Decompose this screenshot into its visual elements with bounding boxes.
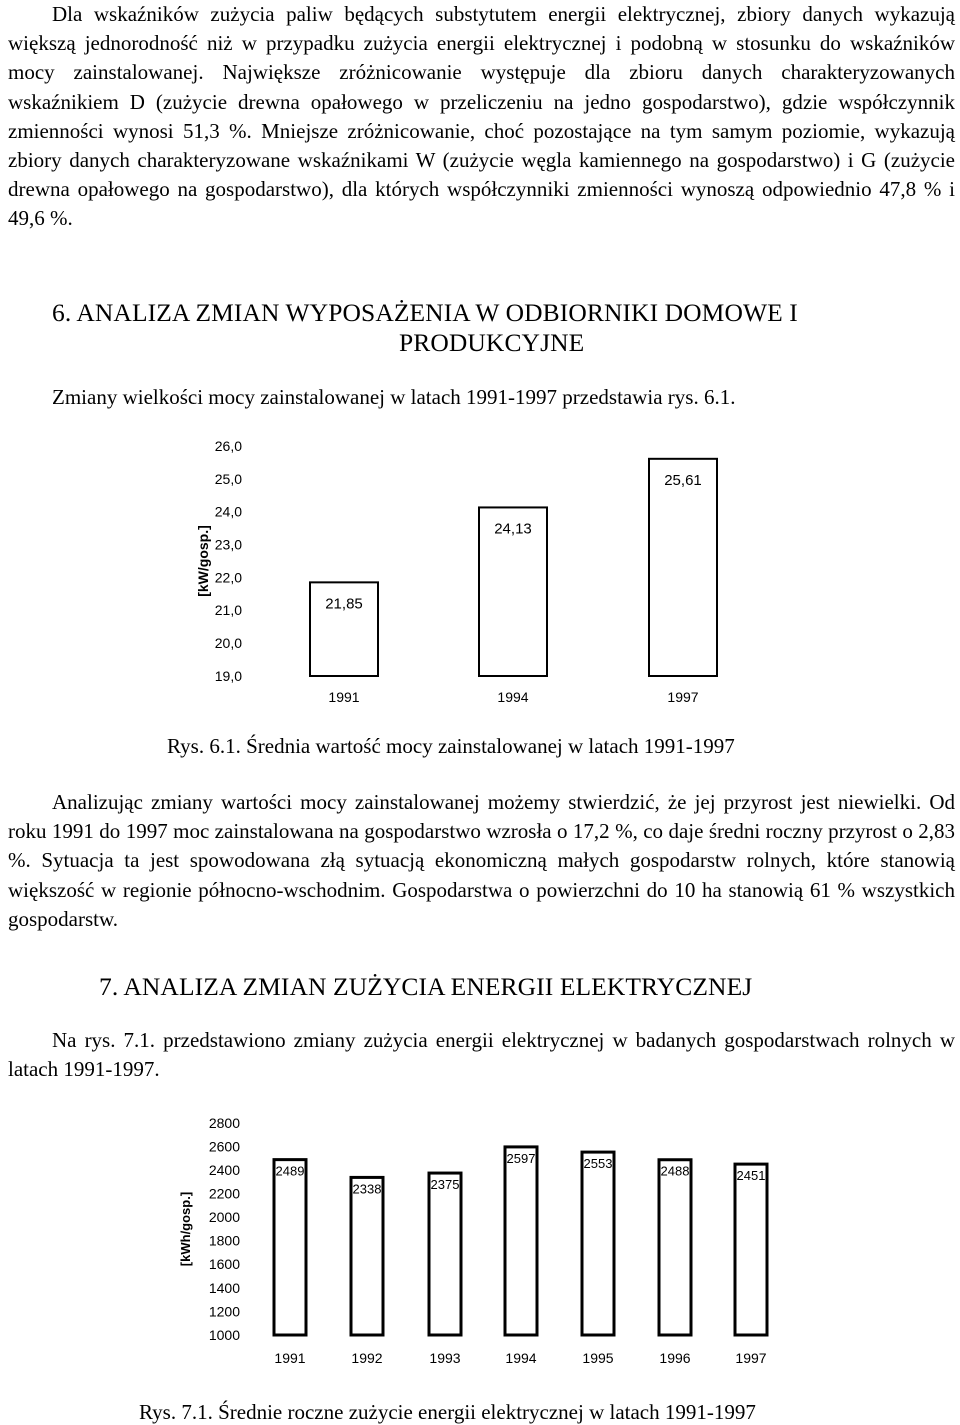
- chart2-ytick-label: 1600: [208, 1256, 240, 1273]
- chart2-bar: [274, 1160, 306, 1335]
- chart2-value-label: 2489: [275, 1163, 305, 1179]
- chart2-value-label: 2553: [583, 1156, 613, 1172]
- figure-6-1-caption: Rys. 6.1. Średnia wartość mocy zainstalowanej w latach 1991-1997: [167, 734, 735, 758]
- chart2-xtick-label: 1995: [582, 1350, 614, 1366]
- chart2-xtick-label: 1996: [659, 1350, 691, 1366]
- chart1-xtick-label: 1997: [667, 689, 699, 705]
- chart2-ytick-label: 2000: [208, 1209, 240, 1226]
- chart2-ytick-label: 1400: [208, 1279, 240, 1296]
- chart2-bar: [505, 1147, 537, 1335]
- chart1-xtick-label: 1991: [328, 689, 360, 705]
- chart2-ytick-label: 2600: [208, 1138, 240, 1155]
- chart1-ytick-label: 25,0: [214, 470, 242, 487]
- section-6-heading-line1: 6. ANALIZA ZMIAN WYPOSAŻENIA W ODBIORNIKI DOMOWE I: [52, 298, 798, 327]
- chart2-xtick-label: 1992: [351, 1350, 383, 1366]
- chart1-bar: [649, 459, 717, 676]
- chart1-xtick-label: 1994: [497, 689, 529, 705]
- chart1-ytick-label: 22,0: [214, 569, 242, 586]
- paragraph-installed-power-analysis: Analizując zmiany wartości mocy zainstalowanej możemy stwierdzić, że jej przyrost jest niewielki. Od roku 1991 do 1997 moc zainstalowana na gospodarstwo wzrosła o 17,2 %, co daje średni roczny przyrost o 2,83 %. Sytuacja ta jest spowodowana złą sytuacją ekonomiczną małych gospodarstw rolnych, które stanowią większość w regionie północno-wschodnim. Gospodarstwa o powierzchni do 10 ha stanowią 61 % wszystkich gospodarstw.: [8, 790, 955, 931]
- chart2-ytick-label: 1000: [208, 1326, 240, 1343]
- paragraph-fuel-indicators: Dla wskaźników zużycia paliw będących substytutem energii elektrycznej, zbiory danych wykazują większą jednorodność niż w przypadku zużycia energii elektrycznej i podobną w stosunku do wskaźników mocy zainstalowanej. Największe zróżnicowanie występuje dla zbioru danych charakteryzowanych wskaźnikiem D (zużycie drewna opałowego w przeliczeniu na jedno gospodarstwo), gdzie współczynnik zmienności wynosi 51,3 %. Mniejsze zróżnicowanie, choć pozostające na tym samym poziomie, wykazują zbiory danych charakteryzowane wskaźnikami W (zużycie węgla kamiennego na gospodarstwo) i G (zużycie drewna opałowego na gospodarstwo), dla których współczynniki zmienności wynoszą odpowiednio 47,8 % i 49,6 %.: [8, 2, 955, 231]
- chart2-ytick-label: 2400: [208, 1162, 240, 1179]
- section-7-heading: 7. ANALIZA ZMIAN ZUŻYCIA ENERGII ELEKTRYCZNEJ: [99, 972, 753, 1001]
- chart2-value-label: 2375: [430, 1177, 460, 1193]
- chart1-ytick-label: 26,0: [214, 437, 242, 454]
- chart1-ylabel: [kW/gosp.]: [195, 525, 211, 597]
- section-6-heading-line2: PRODUKCYJNE: [399, 328, 585, 357]
- chart1-value-label: 24,13: [494, 520, 532, 538]
- chart2-bar: [659, 1160, 691, 1335]
- chart2-ytick-label: 1200: [208, 1303, 240, 1320]
- figure-7-1-caption: Rys. 7.1. Średnie roczne zużycie energii elektrycznej w latach 1991-1997: [139, 1400, 756, 1424]
- chart2-ytick-label: 2800: [208, 1114, 240, 1131]
- chart1-ytick-label: 21,0: [214, 602, 242, 619]
- chart2-xtick-label: 1994: [505, 1350, 537, 1366]
- chart2-value-label: 2451: [736, 1168, 766, 1184]
- chart2-ytick-label: 1800: [208, 1232, 240, 1249]
- energy-consumption-bar-chart: [0, 1105, 960, 1380]
- chart2-xtick-label: 1991: [274, 1350, 306, 1366]
- chart2-bar: [429, 1173, 461, 1335]
- chart2-xtick-label: 1993: [429, 1350, 461, 1366]
- chart2-bar: [351, 1177, 383, 1335]
- chart2-bar: [582, 1152, 614, 1335]
- chart2-bar: [735, 1164, 767, 1335]
- chart2-ylabel: [kWh/gosp.]: [178, 1191, 193, 1267]
- chart2-xtick-label: 1997: [735, 1350, 767, 1366]
- chart2-ytick-label: 2200: [208, 1185, 240, 1202]
- paragraph-energy-intro: Na rys. 7.1. przedstawiono zmiany zużycia energii elektrycznej w badanych gospodarstwach rolnych w latach 1991-1997.: [8, 1028, 955, 1082]
- installed-power-bar-chart: [0, 425, 960, 715]
- paragraph-installed-power-intro: Zmiany wielkości mocy zainstalowanej w latach 1991-1997 przedstawia rys. 6.1.: [52, 385, 736, 409]
- chart1-ytick-label: 20,0: [214, 635, 242, 652]
- chart1-ytick-label: 23,0: [214, 536, 242, 553]
- chart2-value-label: 2338: [352, 1181, 382, 1197]
- chart1-ytick-label: 19,0: [214, 667, 242, 684]
- chart1-value-label: 21,85: [325, 595, 363, 613]
- chart1-ytick-label: 24,0: [214, 503, 242, 520]
- chart2-value-label: 2488: [660, 1163, 690, 1179]
- chart2-value-label: 2597: [506, 1150, 536, 1166]
- chart1-value-label: 25,61: [664, 471, 702, 489]
